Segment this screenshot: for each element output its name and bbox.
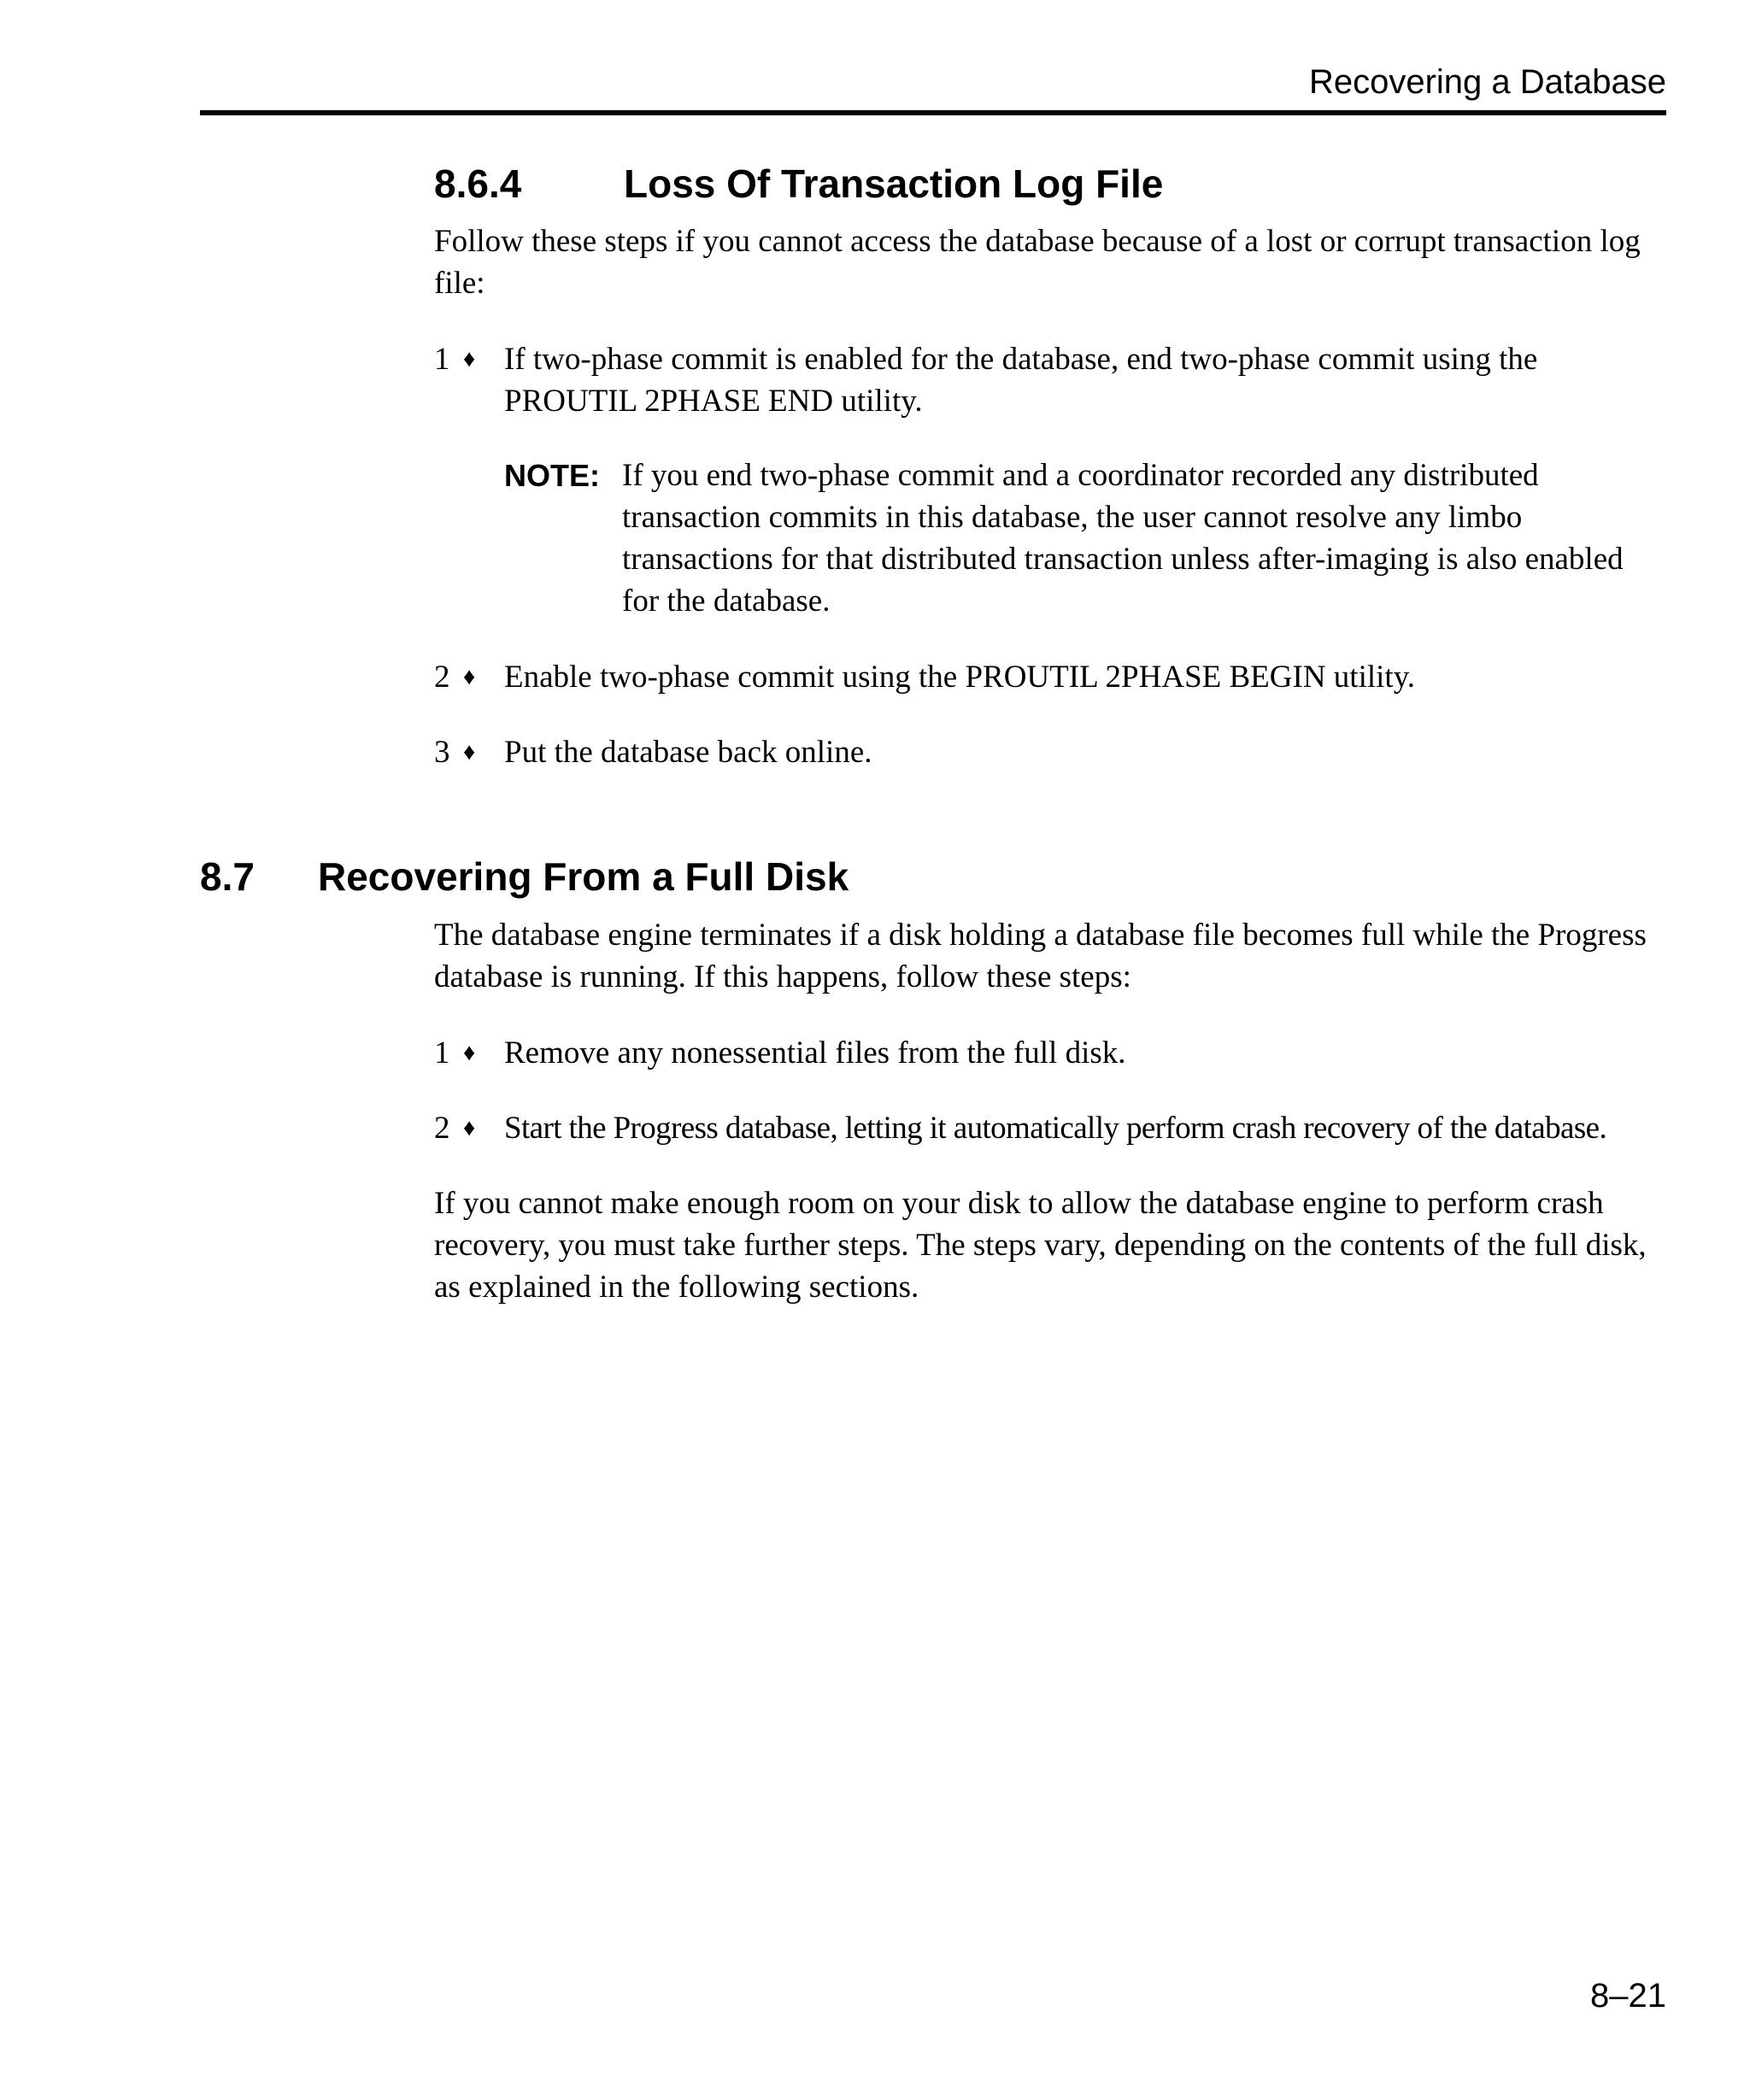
diamond-bullet-icon: ♦ [463, 346, 476, 372]
note-label: NOTE: [504, 458, 600, 493]
diamond-bullet-icon: ♦ [463, 1115, 476, 1141]
diamond-bullet-icon: ♦ [463, 739, 476, 766]
step-text: Enable two-phase commit using the PROUTIL 2PHASE BEGIN utility. [504, 660, 1416, 695]
section-8-7-closing: If you cannot make enough room on your disk to allow the database engine to perform crash recovery, you must take further steps. The steps vary, depending on the contents of the full disk, as explained in the following sections. [434, 1186, 1647, 1305]
step-number: 2 [434, 660, 450, 695]
running-header: Recovering a Database [1308, 63, 1666, 101]
section-title: Loss Of Transaction Log File [624, 161, 1164, 206]
diamond-bullet-icon: ♦ [463, 1040, 476, 1066]
section-number: 8.6.4 [434, 161, 522, 206]
header-rule [200, 110, 1666, 115]
section-title: Recovering From a Full Disk [318, 854, 849, 899]
section-8-6-4-intro: Follow these steps if you cannot access the database because of a lost or corrupt transaction log file: [434, 224, 1641, 301]
section-8-7-intro: The database engine terminates if a disk holding a database file becomes full while the Progress database is running. If this happens, follow these steps: [434, 918, 1647, 994]
step-text: If two-phase commit is enabled for the database, end two-phase commit using the PROUTIL 2PHASE END utility. [504, 342, 1538, 419]
step-text: Start the Progress database, letting it automatically perform crash recovery of the database. [504, 1111, 1607, 1146]
step-text: Remove any nonessential files from the full disk. [504, 1035, 1126, 1071]
diamond-bullet-icon: ♦ [463, 664, 476, 690]
step-number: 1 [434, 1035, 450, 1071]
step-number: 1 [434, 342, 450, 377]
step-text: Put the database back online. [504, 735, 872, 770]
note-text: If you end two-phase commit and a coordinator recorded any distributed transaction commits in this database, the user cannot resolve any limbo transactions for that distributed transaction unless after-imaging is also enabled for the database. [622, 458, 1624, 619]
page-number: 8–21 [1590, 1977, 1666, 2015]
step-number: 3 [434, 735, 450, 770]
step-number: 2 [434, 1111, 450, 1146]
section-number: 8.7 [200, 854, 255, 899]
